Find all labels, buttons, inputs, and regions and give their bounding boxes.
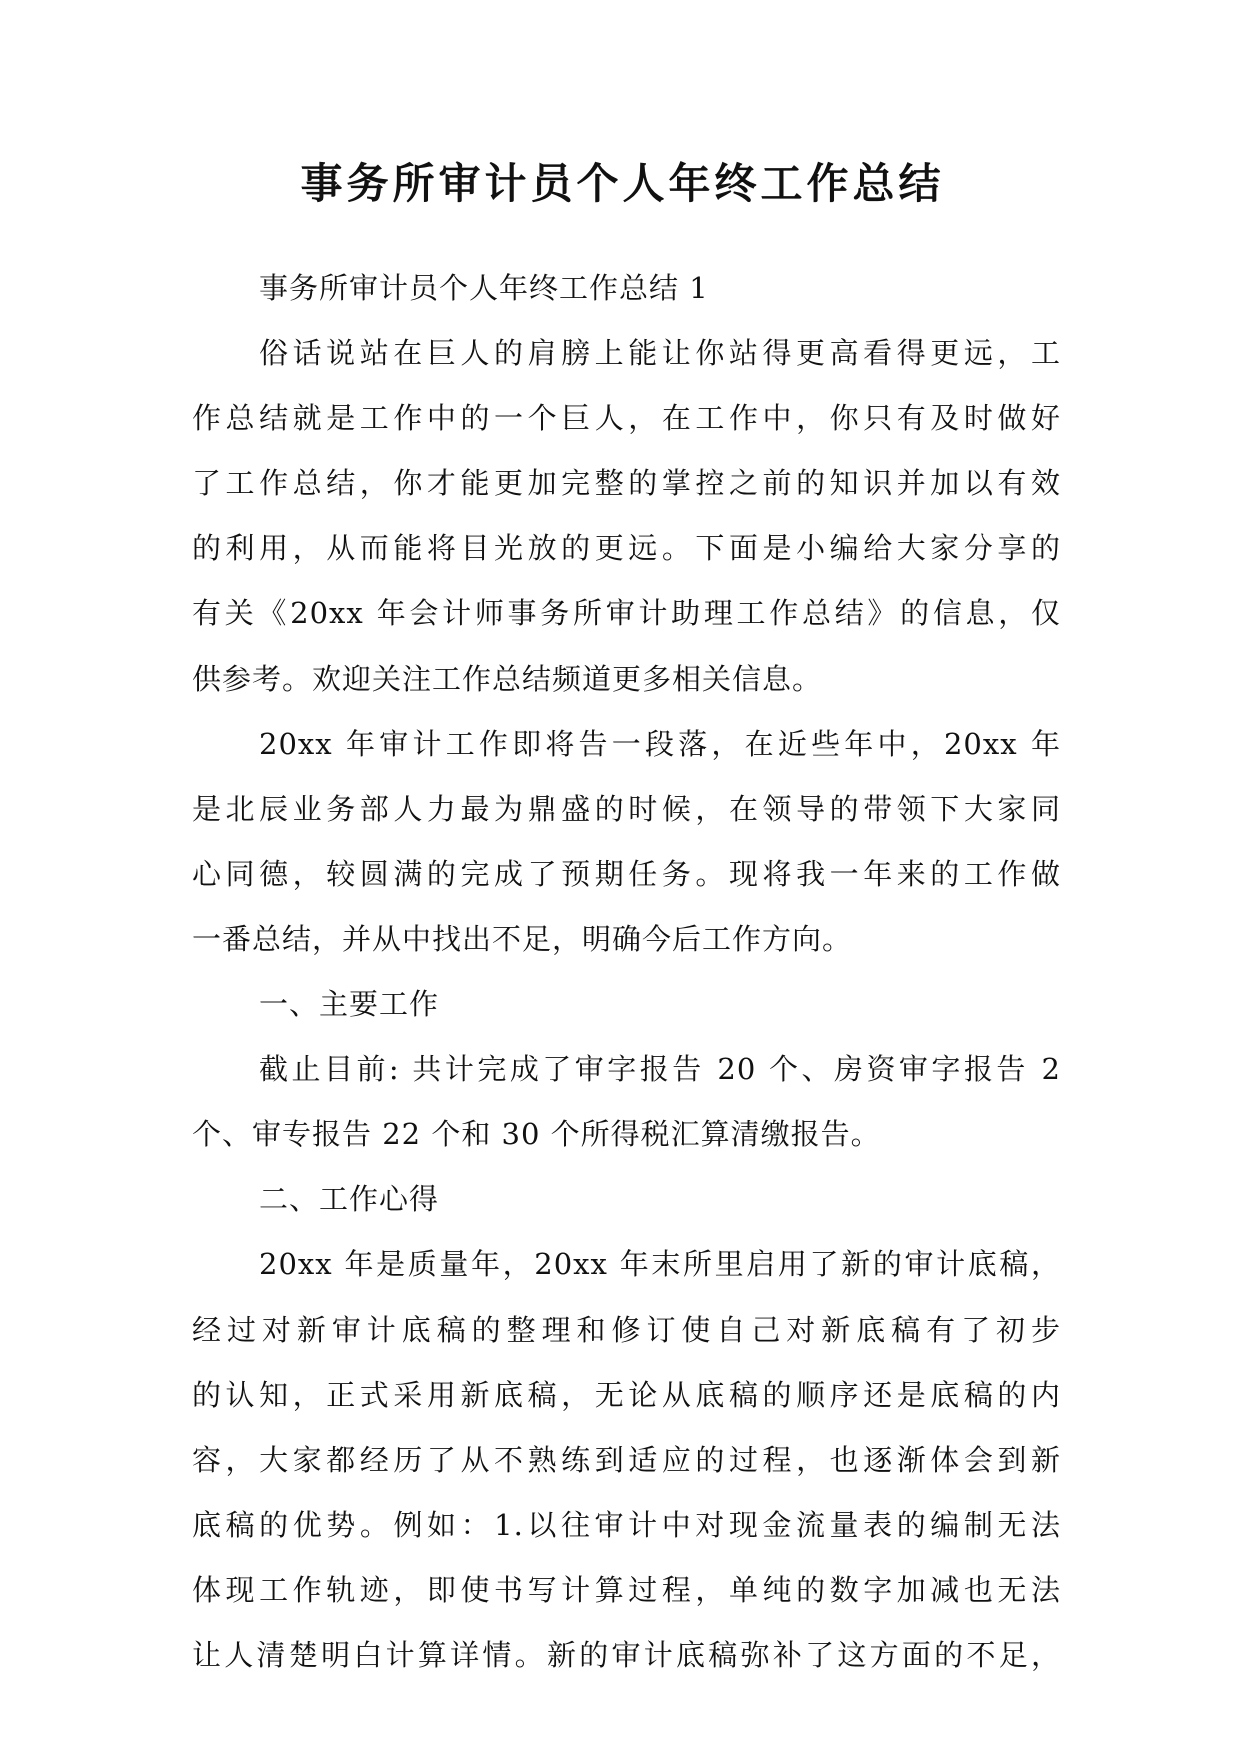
document-title: 事务所审计员个人年终工作总结 bbox=[300, 159, 945, 208]
text-line: 俗话说站在巨人的肩膀上能让你站得更高看得更远，工 bbox=[259, 336, 1061, 371]
paragraph bbox=[192, 712, 1061, 972]
paragraph bbox=[192, 321, 1061, 712]
text-line: 体现工作轨迹，即使书写计算过程，单纯的数字加减也无法 bbox=[192, 1572, 1061, 1607]
section-heading bbox=[192, 972, 1061, 1037]
text-line: 二、工作心得 bbox=[259, 1182, 440, 1217]
paragraph bbox=[192, 1232, 1061, 1688]
text-line: 经过对新审计底稿的整理和修订使自己对新底稿有了初步 bbox=[192, 1312, 1061, 1347]
text-line: 一、主要工作 bbox=[259, 987, 440, 1022]
text-line: 一番总结，并从中找出不足，明确今后工作方向。 bbox=[192, 921, 853, 956]
text-line: 是北辰业务部人力最为鼎盛的时候，在领导的带领下大家同 bbox=[192, 791, 1061, 826]
text-line: 20xx 年审计工作即将告一段落，在近些年中，20xx 年 bbox=[259, 726, 1061, 761]
text-line: 底稿的优势。例如：1.以往审计中对现金流量表的编制无法 bbox=[192, 1507, 1061, 1542]
text-line: 个、审专报告 22 个和 30 个所得税汇算清缴报告。 bbox=[192, 1117, 881, 1152]
text-line: 心同德，较圆满的完成了预期任务。现将我一年来的工作做 bbox=[192, 856, 1061, 891]
text-line: 截止目前: 共计完成了审字报告 20 个、房资审字报告 2 bbox=[259, 1052, 1061, 1087]
text-line: 20xx 年是质量年，20xx 年末所里启用了新的审计底稿， bbox=[259, 1247, 1061, 1282]
text-line: 的利用，从而能将目光放的更远。下面是小编给大家分享的 bbox=[192, 531, 1061, 566]
text-line: 供参考。欢迎关注工作总结频道更多相关信息。 bbox=[192, 661, 823, 696]
text-line: 事务所审计员个人年终工作总结 1 bbox=[259, 271, 709, 305]
text-line: 有关《20xx 年会计师事务所审计助理工作总结》的信息，仅 bbox=[192, 596, 1061, 631]
section-heading bbox=[192, 1167, 1061, 1232]
text-line: 让人清楚明白计算详情。新的审计底稿弥补了这方面的不足， bbox=[192, 1637, 1061, 1672]
text-line: 作总结就是工作中的一个巨人，在工作中，你只有及时做好 bbox=[192, 401, 1061, 436]
text-line: 的认知，正式采用新底稿，无论从底稿的顺序还是底稿的内 bbox=[192, 1377, 1061, 1412]
subheading bbox=[192, 256, 1061, 321]
text-line: 容，大家都经历了从不熟练到适应的过程，也逐渐体会到新 bbox=[192, 1442, 1061, 1477]
text-line: 了工作总结，你才能更加完整的掌控之前的知识并加以有效 bbox=[192, 466, 1061, 501]
paragraph bbox=[192, 1037, 1061, 1167]
document-body bbox=[192, 256, 1061, 1688]
